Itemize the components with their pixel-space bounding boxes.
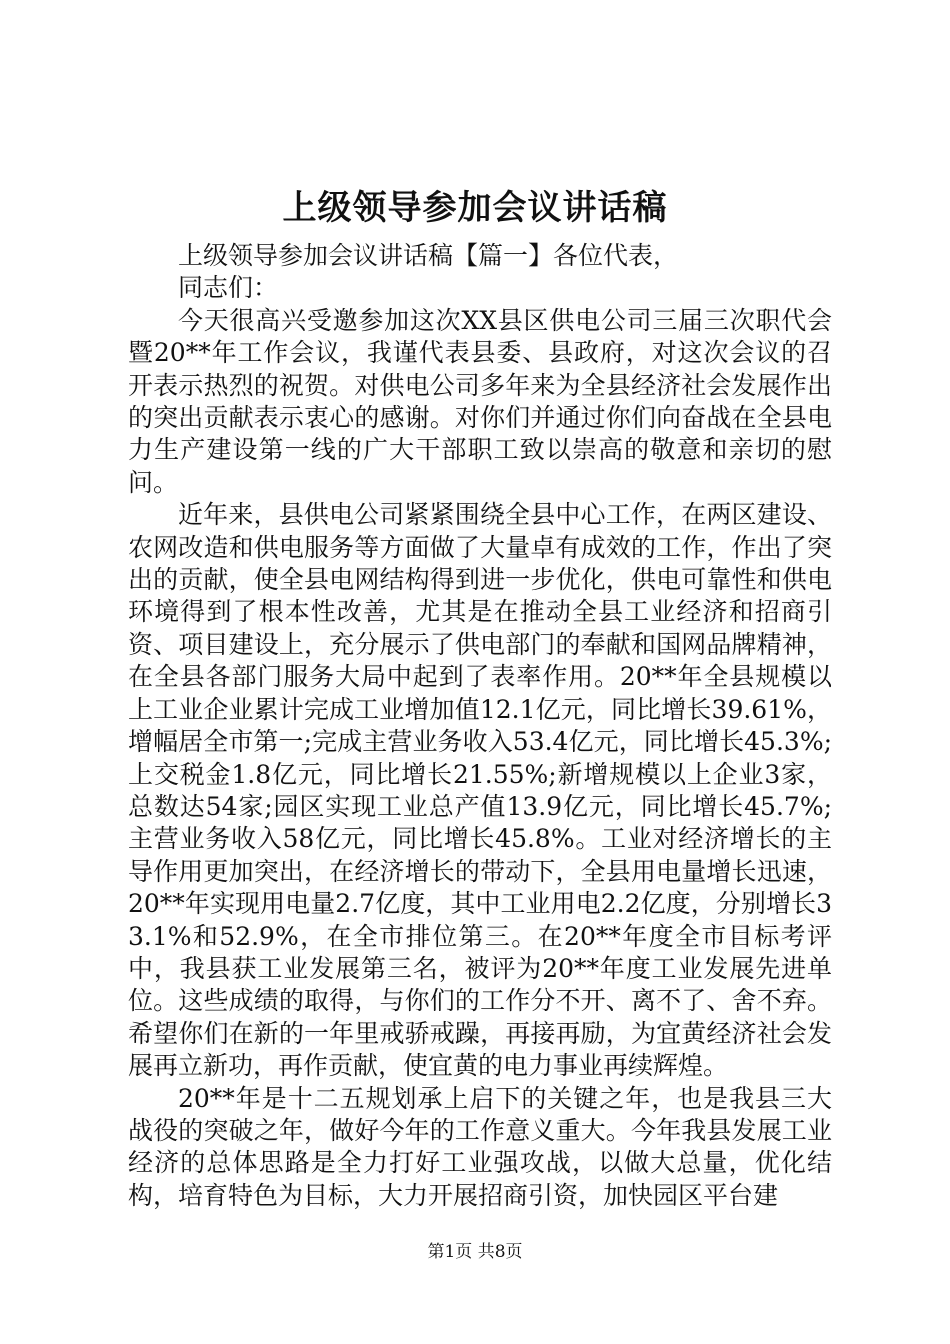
paragraph-outlook: 20**年是十二五规划承上启下的关键之年，也是我县三大战役的突破之年，做好今年的工作意义重大。今年我县发展工业经济的总体思路是全力打好工业强攻战，以做大总量，优化结构，培育特色为目标，大力开展招商引资，加快园区平台建 xyxy=(128,1083,832,1210)
paragraph-salutation: 同志们： xyxy=(178,273,279,303)
page-footer: 第1页 共8页 xyxy=(427,1242,523,1262)
document-title: 上级领导参加会议讲话稿 xyxy=(282,188,668,228)
document-body xyxy=(128,240,832,1212)
paragraph-opening: 今天很高兴受邀参加这次XX县区供电公司三届三次职代会暨20**年工作会议，我谨代表县委、县政府，对这次会议的召开表示热烈的祝贺。对供电公司多年来为全县经济社会发展作出的突出贡献表示衷心的感谢。对你们并通过你们向奋战在全县电力生产建设第一线的广大干部职工致以崇高的敬意和亲切的慰问。 xyxy=(128,305,832,497)
paragraph-achievements: 近年来，县供电公司紧紧围绕全县中心工作，在两区建设、农网改造和供电服务等方面做了大量卓有成效的工作，作出了突出的贡献，使全县电网结构得到进一步优化，供电可靠性和供电环境得到了根本性改善，尤其是在推动全县工业经济和招商引资、项目建设上，充分展示了供电部门的奉献和国网品牌精神，在全县各部门服务大局中起到了表率作用。20**年全县规模以上工业企业累计完成工业增加值12.1亿元，同比增长39.61%，增幅居全市第一;完成主营业务收入53.4亿元，同比增长45.3%;上交税金1.8亿元，同比增长21.55%;新增规模以上企业3家，总数达54家;园区实现工业总产值13.9亿元，同比增长45.7%;主营业务收入58亿元，同比增长45.8%。工业对经济增长的主导作用更加突出，在经济增长的带动下，全县用电量增长迅速，20**年实现用电量2.7亿度，其中工业用电2.2亿度，分别增长33.1%和52.9%，在全市排位第三。在20**年度全市目标考评中，我县获工业发展第三名，被评为20**年度工业发展先进单位。这些成绩的取得，与你们的工作分不开、离不了、舍不弃。希望你们在新的一年里戒骄戒躁，再接再励，为宜黄经济社会发展再立新功，再作贡献，使宜黄的电力事业再续辉煌。 xyxy=(128,500,832,1081)
paragraph-greeting: 上级领导参加会议讲话稿【篇一】各位代表， xyxy=(178,241,679,270)
